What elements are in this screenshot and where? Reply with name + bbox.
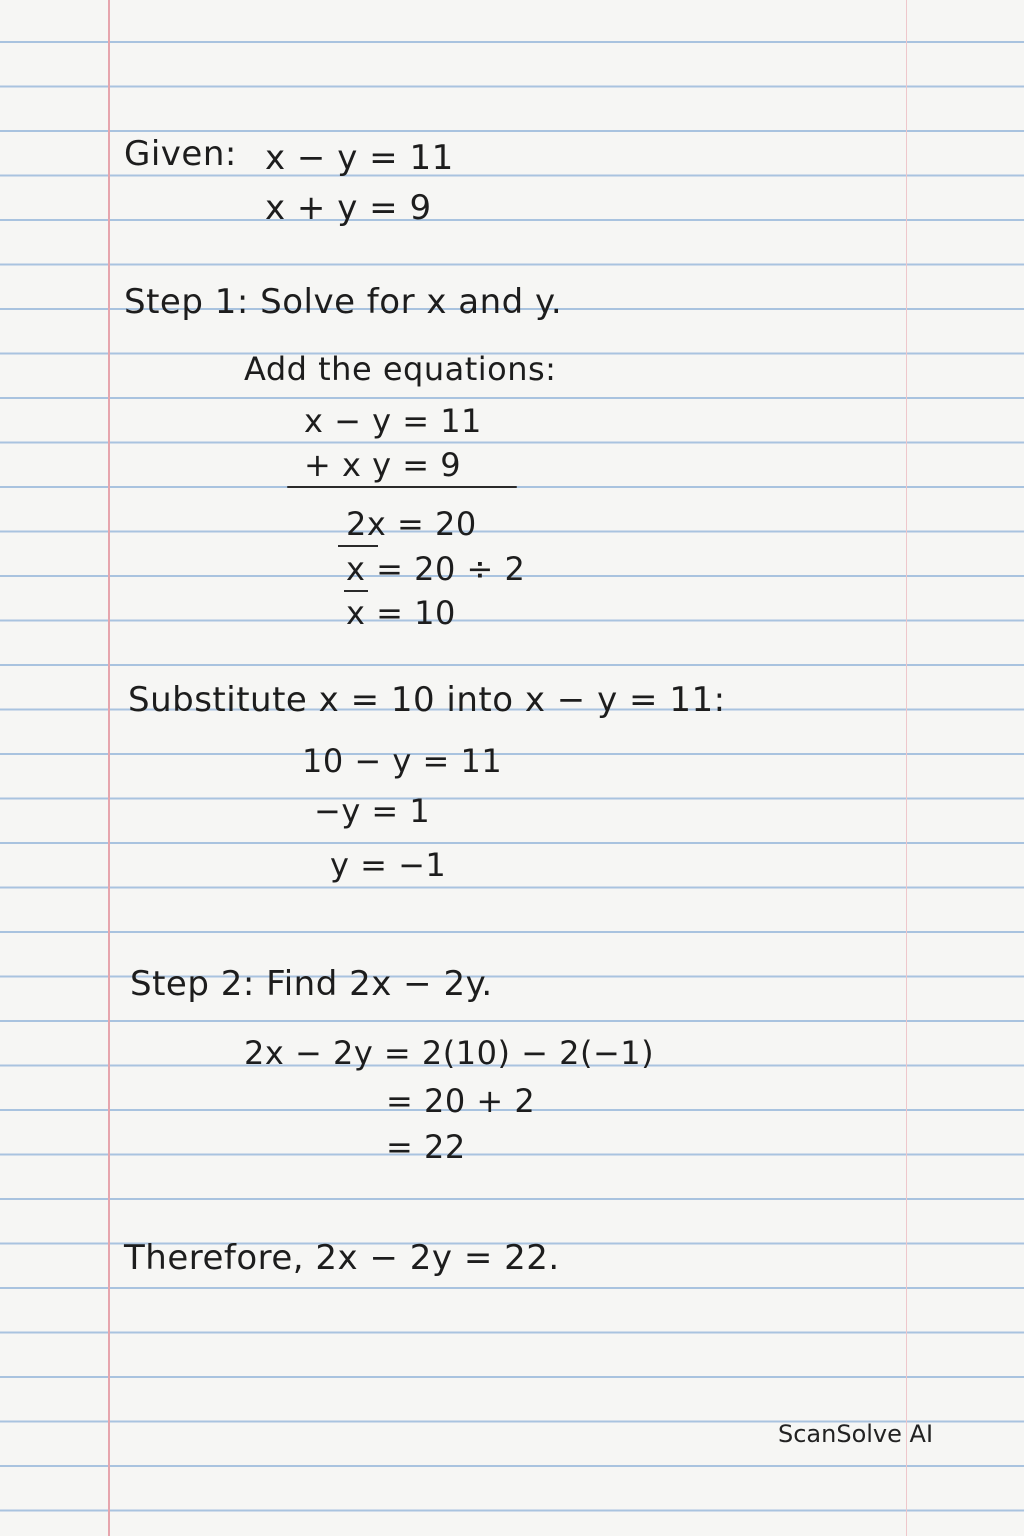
step2-line-2: = 20 + 2 bbox=[386, 1082, 536, 1120]
step2-line-1: 2x − 2y = 2(10) − 2(−1) bbox=[244, 1034, 655, 1072]
step1-line-1: x − y = 11 bbox=[304, 402, 482, 440]
substitute-line-1: 10 − y = 11 bbox=[302, 742, 503, 780]
underline-x bbox=[344, 590, 368, 592]
brand-watermark: ScanSolve AI bbox=[778, 1420, 934, 1448]
given-label: Given: bbox=[124, 134, 237, 174]
addition-rule bbox=[287, 486, 517, 488]
given-equation-2: x + y = 9 bbox=[265, 188, 432, 228]
step1-heading: Step 1: Solve for x and y. bbox=[124, 282, 563, 322]
substitute-line-2: −y = 1 bbox=[314, 792, 431, 830]
step2-heading: Step 2: Find 2x − 2y. bbox=[130, 964, 493, 1004]
substitute-line-3: y = −1 bbox=[330, 846, 447, 884]
step1-line-3: 2x = 20 bbox=[346, 505, 477, 543]
left-margin-line bbox=[108, 0, 110, 1536]
given-equation-1: x − y = 11 bbox=[265, 138, 454, 178]
step2-line-3: = 22 bbox=[386, 1128, 466, 1166]
step1-line-2: + x y = 9 bbox=[304, 446, 462, 484]
right-margin-line bbox=[906, 0, 907, 1536]
underline-2x bbox=[338, 545, 378, 547]
step1-intro: Add the equations: bbox=[244, 350, 557, 388]
conclusion: Therefore, 2x − 2y = 22. bbox=[124, 1238, 560, 1278]
substitute-heading: Substitute x = 10 into x − y = 11: bbox=[128, 680, 726, 720]
step1-line-5: x = 10 bbox=[346, 594, 456, 632]
step1-line-4: x = 20 ÷ 2 bbox=[346, 550, 526, 588]
